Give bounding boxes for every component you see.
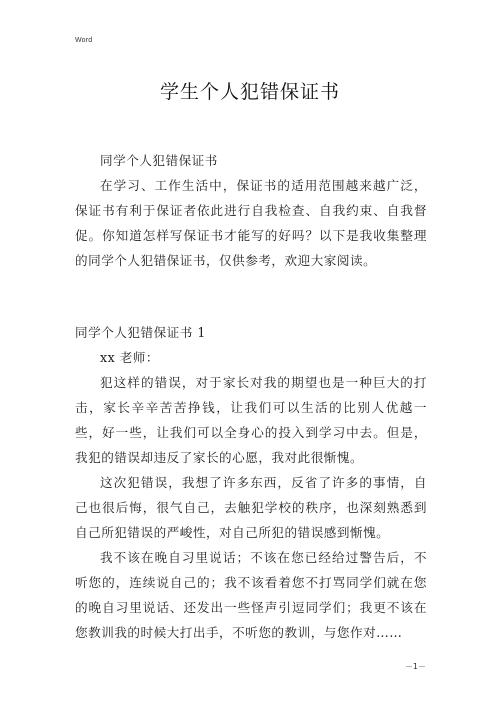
intro-heading: 同学个人犯错保证书 <box>100 153 218 168</box>
body-paragraph-2: 这次犯错误，我想了许多东西，反省了许多的事情，自己也很后悔，很气自己，去触犯学校的秩序，也深刻熟悉到自己所犯错误的严峻性，对自己所犯的错误感到惭愧。 <box>75 475 427 540</box>
body-paragraph-3: 我不该在晚自习里说话；不该在您已经给过警告后，不听您的，连续说自己的；我不该看着您不打骂同学们就在您的晚自习里说话、还发出一些怪声引逗同学们；我更不该在您教训我的时候大打出手，不听您的教训，与您作对…… <box>75 550 427 640</box>
body-paragraph-1: 犯这样的错误，对于家长对我的期望也是一种巨大的打击，家长辛辛苦苦挣钱，让我们可以生活的比别人优越一些，好一些，让我们可以全身心的投入到学习中去。但是，我犯的错误却违反了家长的心愿，我对此很惭愧。 <box>75 375 427 465</box>
salutation: xx 老师： <box>100 350 159 365</box>
letter-block <box>75 320 427 645</box>
page-number: －1－ <box>404 662 426 671</box>
intro-block <box>75 148 427 273</box>
intro-paragraph: 在学习、工作生活中，保证书的适用范围越来越广泛，保证书有利于保证者依此进行自我检查、自我约束、自我督促。你知道怎样写保证书才能写的好吗？以下是我收集整理的同学个人犯错保证书，仅供参考，欢迎大家阅读。 <box>75 178 427 268</box>
document-title: 学生个人犯错保证书 <box>159 81 340 103</box>
app-header-label: Word <box>75 37 93 44</box>
section-heading: 同学个人犯错保证书 1 <box>75 325 206 340</box>
